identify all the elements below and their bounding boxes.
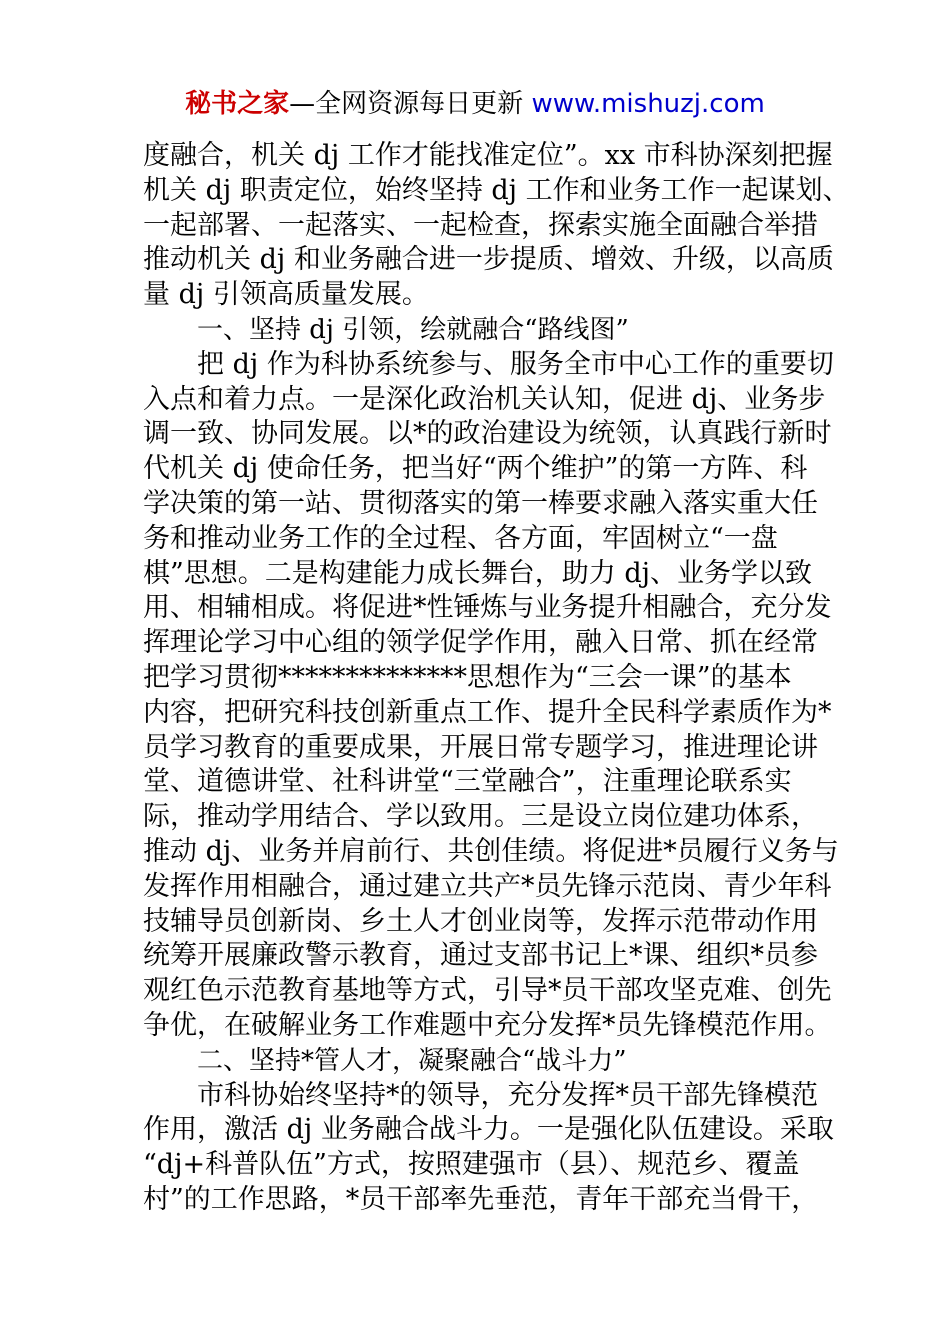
text-line: 内容，把研究科技创新重点工作、提升全民科学素质作为*	[143, 696, 832, 728]
text-line: 代机关 dj 使命任务，把当好“两个维护”的第一方阵、科	[143, 453, 808, 485]
text-line: 机关 dj 职责定位，始终坚持 dj 工作和业务工作一起谋划、	[143, 174, 850, 206]
text-line: 村”的工作思路，*员干部率先垂范，青年干部充当骨干，	[143, 1183, 819, 1215]
text-line: 争优，在破解业务工作难题中充分发挥*员先锋模范作用。	[143, 1009, 832, 1041]
text-line: 调一致、协同发展。以*的政治建设为统领，认真践行新时	[143, 418, 832, 450]
text-line: 堂、道德讲堂、社科讲堂“三堂融合”，注重理论联系实	[143, 766, 792, 798]
text-line: 度融合，机关 dj 工作才能找准定位”。xx 市科协深刻把握	[143, 140, 833, 171]
text-line: 用、相辅相成。将促进*性锤炼与业务提升相融合，充分发	[143, 592, 832, 624]
text-line: 把学习贯彻**************思想作为“三会一课”的基本	[143, 661, 792, 693]
header-tagline: —全网资源每日更新	[289, 89, 532, 119]
page-header	[0, 86, 950, 122]
text-line: 统筹开展廉政警示教育，通过支部书记上*课、组织*员参	[143, 940, 818, 972]
section-heading: 一、坚持 dj 引领，绘就融合“路线图”	[197, 314, 629, 345]
text-line: 发挥作用相融合，通过建立共产*员先锋示范岗、青少年科	[143, 870, 832, 902]
text-line: 挥理论学习中心组的领学促学作用，融入日常、抓在经常	[143, 627, 818, 659]
text-line: 量 dj 引领高质量发展。	[143, 279, 429, 311]
section-heading: 二、坚持*管人才，凝聚融合“战斗力”	[197, 1045, 627, 1076]
document-body	[143, 139, 850, 1218]
text-line: 把 dj 作为科协系统参与、服务全市中心工作的重要切	[197, 348, 834, 380]
text-line: 推动 dj、业务并肩前行、共创佳绩。将促进*员履行义务与	[143, 835, 839, 867]
text-line: “dj+科普队伍”方式，按照建强市（县）、规范乡、覆盖	[143, 1149, 800, 1181]
text-line: 员学习教育的重要成果，开展日常专题学习，推进理论讲	[143, 731, 818, 763]
header-brand: 秘书之家	[185, 89, 290, 119]
text-line: 技辅导员创新岗、乡土人才创业岗等，发挥示范带动作用	[143, 905, 818, 937]
text-line: 一起部署、一起落实、一起检查，探索实施全面融合举措	[143, 209, 818, 241]
text-line: 市科协始终坚持*的领导，充分发挥*员干部先锋模范	[197, 1079, 818, 1111]
text-line: 务和推动业务工作的全过程、各方面，牢固树立“一盘	[143, 522, 778, 554]
text-line: 入点和着力点。一是深化政治机关认知，促进 dj、业务步	[143, 383, 826, 415]
text-line: 作用，激活 dj 业务融合战斗力。一是强化队伍建设。采取	[143, 1114, 834, 1146]
text-line: 际，推动学用结合、学以致用。三是设立岗位建功体系，	[143, 801, 818, 833]
text-line: 推动机关 dj 和业务融合进一步提质、增效、升级，以高质	[143, 244, 834, 276]
header-site-link[interactable]: www.mishuzj.com	[531, 89, 765, 119]
text-line: 观红色示范教育基地等方式，引导*员干部攻坚克难、创先	[143, 975, 832, 1007]
text-line: 棋”思想。二是构建能力成长舞台，助力 dj、业务学以致	[143, 557, 813, 589]
text-line: 学决策的第一站、贯彻落实的第一棒要求融入落实重大任	[143, 487, 818, 519]
